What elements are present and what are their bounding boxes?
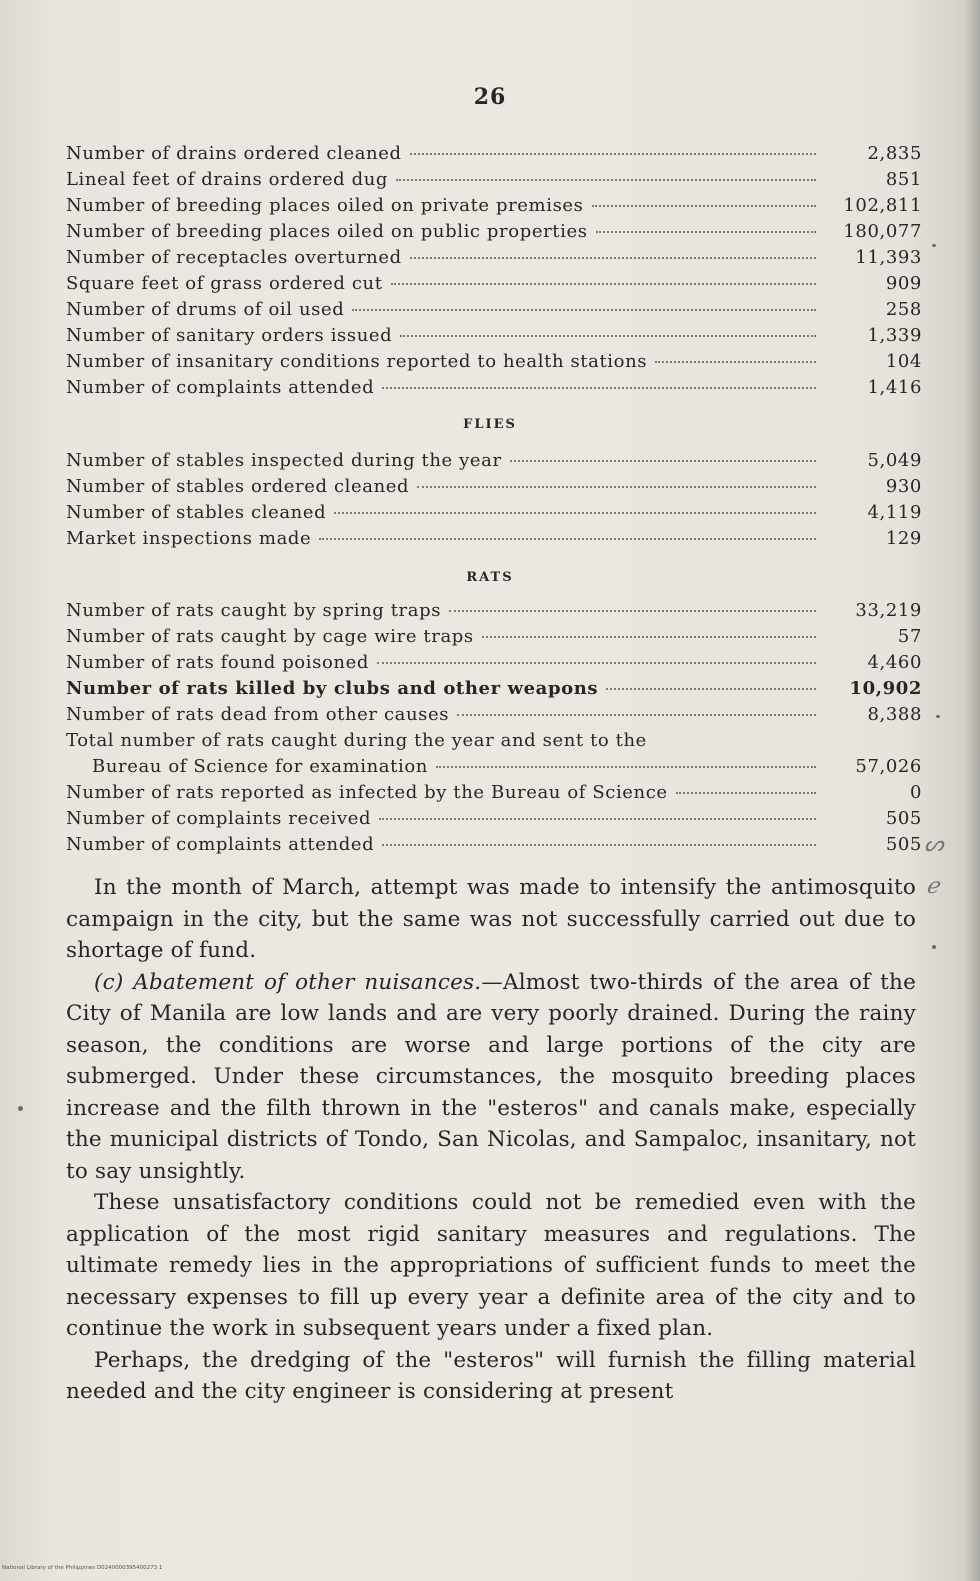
- stat-value: 1,339: [867, 325, 922, 346]
- stat-row: [66, 652, 922, 678]
- stat-label: Number of rats caught by cage wire traps: [66, 626, 474, 647]
- stat-label: Number of breeding places oiled on private premises: [66, 195, 584, 216]
- dot-leader: [410, 153, 816, 155]
- dot-leader: [457, 714, 816, 716]
- pen-mark-icon: ᔕ: [924, 832, 944, 857]
- stat-value: 2,835: [867, 143, 922, 164]
- stat-label: Number of stables inspected during the year: [66, 450, 502, 471]
- scan-speck: [932, 945, 936, 949]
- stat-value: 4,119: [867, 502, 922, 523]
- paragraph-body: —Almost two-thirds of the area of the City of Manila are low lands and are very poorly drained. During the rainy season, the conditions are worse and large portions of the city are submerged. Under these circumstances, the mosquito breeding places increase and the filth thrown in the "esteros" and canals make, especially the municipal districts of Tondo, San Nicolas, and Sampaloc, insanitary, not to say unsightly.: [66, 969, 916, 1184]
- stat-label: Total number of rats caught during the year and sent to the: [66, 730, 647, 751]
- stat-row: [66, 169, 922, 195]
- stat-value: 505: [885, 834, 922, 855]
- dot-leader: [417, 486, 816, 488]
- page-number: 26: [473, 84, 507, 110]
- flies-stats-table: [66, 450, 922, 554]
- stat-row-total-line2: [66, 756, 922, 782]
- paragraph: In the month of March, attempt was made to intensify the antimosquito campaign in the city, but the same was not successfully carried out due to shortage of fund.: [66, 875, 916, 963]
- stat-row: [66, 299, 922, 325]
- stat-value: 505: [885, 808, 922, 829]
- stat-row: [66, 476, 922, 502]
- stat-value: 57,026: [855, 756, 922, 777]
- stat-label: Number of breeding places oiled on public properties: [66, 221, 588, 242]
- stat-value: 930: [885, 476, 922, 497]
- stat-row: [66, 273, 922, 299]
- stat-value: 851: [885, 169, 922, 190]
- stat-row: [66, 143, 922, 169]
- stat-value: 33,219: [855, 600, 922, 621]
- stat-value: 11,393: [855, 247, 922, 268]
- stat-row: [66, 221, 922, 247]
- dot-leader: [400, 335, 816, 337]
- stat-label: Lineal feet of drains ordered dug: [66, 169, 389, 190]
- stat-label: Number of sanitary orders issued: [66, 325, 393, 346]
- page-edge-shadow: [964, 0, 980, 1581]
- dot-leader: [482, 636, 816, 638]
- paragraph: Perhaps, the dredging of the "esteros" will furnish the filling material needed and the city engineer is considering at present: [66, 1347, 916, 1404]
- stat-row: [66, 678, 922, 704]
- stat-label: Number of rats caught by spring traps: [66, 600, 442, 621]
- dot-leader: [596, 231, 816, 233]
- stat-row: [66, 502, 922, 528]
- stat-row: [66, 782, 922, 808]
- dot-leader: [382, 387, 816, 389]
- stat-value: 8,388: [867, 704, 922, 725]
- stat-label: Number of stables ordered cleaned: [66, 476, 410, 497]
- stat-label: Number of drains ordered cleaned: [66, 143, 402, 164]
- section-heading-rats: RATS: [466, 570, 514, 585]
- dot-leader: [379, 818, 816, 820]
- paragraph-lead: (c) Abatement of other nuisances.: [94, 969, 482, 995]
- dot-leader: [377, 662, 816, 664]
- stat-label: Market inspections made: [66, 528, 312, 549]
- stat-row: [66, 450, 922, 476]
- dot-leader: [352, 309, 816, 311]
- section-heading-flies: FLIES: [463, 417, 517, 432]
- stat-label: Number of stables cleaned: [66, 502, 327, 523]
- dot-leader: [410, 257, 816, 259]
- stat-value: 1,416: [867, 377, 922, 398]
- stat-value: 5,049: [867, 450, 922, 471]
- stat-row: [66, 808, 922, 834]
- stat-row: [66, 351, 922, 377]
- stat-row: [66, 704, 922, 730]
- stat-row: [66, 195, 922, 221]
- dot-leader: [396, 179, 816, 181]
- paragraph: [66, 967, 916, 1188]
- stat-row: [66, 834, 922, 860]
- stat-value: 129: [885, 528, 922, 549]
- stat-row: [66, 325, 922, 351]
- stat-label: Number of complaints attended: [66, 834, 375, 855]
- stat-row: [66, 247, 922, 273]
- stat-label: Number of complaints received: [66, 808, 372, 829]
- dot-leader: [391, 283, 816, 285]
- stat-value: 0: [909, 782, 922, 803]
- stat-label: Number of receptacles overturned: [66, 247, 402, 268]
- scan-footer-credit: National Library of the Philippines D0240000395400273 1: [2, 1565, 163, 1571]
- dot-leader: [510, 460, 816, 462]
- stat-label: Number of complaints attended: [66, 377, 375, 398]
- stat-label: Number of insanitary conditions reported to health stations: [66, 351, 648, 372]
- stat-label: Square feet of grass ordered cut: [66, 273, 383, 294]
- dot-leader: [382, 844, 816, 846]
- scan-speck: [932, 244, 936, 247]
- stat-value: 258: [885, 299, 922, 320]
- stat-value: 57: [897, 626, 922, 647]
- stat-value: 10,902: [849, 678, 922, 699]
- stat-row: [66, 377, 922, 403]
- dot-leader: [334, 512, 816, 514]
- stat-value: 909: [885, 273, 922, 294]
- stat-row: [66, 626, 922, 652]
- dot-leader: [592, 205, 816, 207]
- body-text: [66, 872, 916, 1408]
- stat-value: 104: [885, 351, 922, 372]
- stat-label: Number of drums of oil used: [66, 299, 345, 320]
- mosquito-stats-table: [66, 143, 922, 403]
- stat-label: Number of rats dead from other causes: [66, 704, 450, 725]
- paragraph: These unsatisfactory conditions could not be remedied even with the application of the most rigid sanitary measures and regulations. The ultimate remedy lies in the appropriations of sufficient funds to meet the necessary expenses to fill up every year a definite area of the city and to continue the work in subsequent years under a fixed plan.: [66, 1190, 916, 1341]
- dot-leader: [319, 538, 816, 540]
- stat-row: [66, 528, 922, 554]
- dot-leader: [436, 766, 816, 768]
- rats-stats-table: [66, 600, 922, 860]
- stat-value: 4,460: [867, 652, 922, 673]
- stat-label: Number of rats reported as infected by the Bureau of Science: [66, 782, 668, 803]
- dot-leader: [606, 688, 816, 690]
- scan-speck: [936, 715, 940, 718]
- dot-leader: [676, 792, 816, 794]
- stat-label: Bureau of Science for examination: [92, 756, 428, 777]
- dot-leader: [655, 361, 816, 363]
- scan-speck: [18, 1106, 23, 1111]
- stat-label: Number of rats killed by clubs and other weapons: [66, 678, 599, 699]
- pen-mark-icon: ℯ: [926, 874, 940, 899]
- stat-value: 180,077: [843, 221, 922, 242]
- stat-row-total-line1: [66, 730, 922, 756]
- stat-row: [66, 600, 922, 626]
- stat-value: 102,811: [843, 195, 922, 216]
- dot-leader: [449, 610, 816, 612]
- stat-label: Number of rats found poisoned: [66, 652, 369, 673]
